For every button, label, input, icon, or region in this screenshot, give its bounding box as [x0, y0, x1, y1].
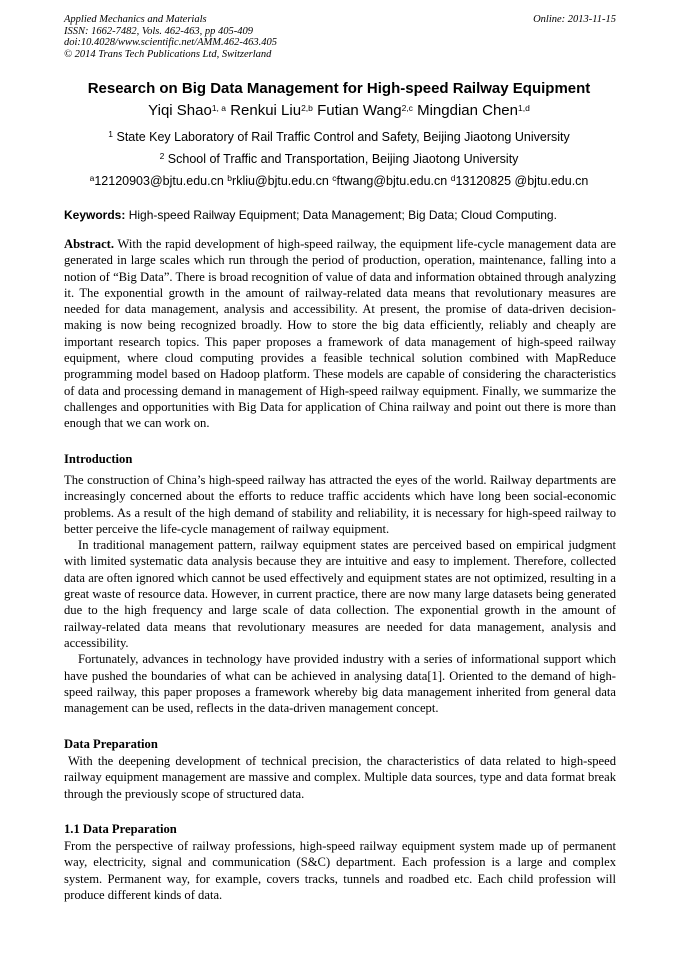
paragraph: Fortunately, advances in technology have provided industry with a series of informational support which have pushed the boundaries of what can be achieved in analysing data[1]. Oriented to the demand of high-speed railway, this paper proposes a framework whereby big data management inherited from general data management can be used, reflects in the data-driven management concept.: [64, 652, 616, 716]
doi-line: doi:10.4028/www.scientific.net/AMM.462-463.405: [64, 37, 277, 48]
author-sup: 1,d: [518, 103, 530, 113]
email-sup: c: [332, 173, 337, 183]
affiliation-text: School of Traffic and Transportation, Beijing Jiaotong University: [167, 152, 519, 166]
email-sup: d: [450, 173, 456, 183]
author-name: Yiqi Shao: [148, 102, 212, 119]
affiliation-sup: 2: [159, 151, 165, 161]
author-sup: 2,b: [301, 103, 313, 113]
keywords-text: High-speed Railway Equipment; Data Management; Big Data; Cloud Computing.: [128, 208, 557, 222]
affiliation-2: [0, 152, 678, 166]
copyright-line: © 2014 Trans Tech Publications Ltd, Switzerland: [64, 48, 272, 60]
data-preparation-body: [64, 753, 616, 802]
issn-line: ISSN: 1662-7482, Vols. 462-463, pp 405-409: [64, 25, 253, 37]
keywords: [64, 208, 616, 222]
abstract: [64, 236, 616, 432]
paragraph: The construction of China’s high-speed railway has attracted the eyes of the world. Railway departments are increasingly concerned about the efforts to reduce traffic accidents which have long been social-economic problems. As a result of the high demand of stability and reliability, it is necessary for high-speed railway to better perceive the life-cycle management of railway equipment.: [64, 473, 616, 536]
email-address: 13120825 @bjtu.edu.cn: [455, 174, 589, 188]
email-address: 12120903@bjtu.edu.cn: [94, 174, 224, 188]
journal-name: Applied Mechanics and Materials: [64, 14, 207, 25]
author-name: Futian Wang: [317, 102, 402, 119]
author-name: Mingdian Chen: [417, 102, 518, 119]
email-sup: a: [89, 173, 95, 183]
subsection-heading: 1.1 Data Preparation: [64, 822, 177, 836]
paragraph: From the perspective of railway professions, high-speed railway equipment system made up of permanent way, electricity, signal and communication (S&C) department. Each profession is a large and complex system. Permanent way, for example, covers tracks, tunnels and roadbed etc. Each child profession will produce different kinds of data.: [64, 839, 616, 902]
affiliation-1: [0, 130, 678, 144]
data-preparation-heading: Data Preparation: [64, 737, 158, 751]
keywords-label: Keywords:: [64, 208, 126, 222]
abstract-text: With the rapid development of high-speed railway, the equipment life-cycle management data are generated in large scales which run through the period of production, operation, maintenance, falling into a notion of “Big Data”. There is broad recognition of value of data and information obtained through analyzing it. The exponential growth in the amount of railway-related data means that revolutionary measures are needed for data management, analysis and accessibility. At present, the promise of data-driven decision-making is now being recognized broadly. How to store the big data efficiently, reliably and cheaply are important research topics. This paper proposes a framework of data management of high-speed railway equipment, where cloud computing provides a feasible technical solution combined with MapReduce programming model based on Hadoop platform. These models are capable of considering the characteristics of data and processing demand in management of High-speed railway equipment. Finally, we summarize the challenges and opportunities with Big Data for application of China railway and point out there is more than enough that we can work on.: [64, 237, 616, 431]
paragraph: With the deepening development of technical precision, the characteristics of data related to high-speed railway equipment management are massive and complex. Multiple data sources, type and data format break through the previously scope of structured data.: [64, 754, 616, 801]
paper-title: Research on Big Data Management for High-speed Railway Equipment: [87, 80, 591, 97]
introduction-body: [64, 472, 616, 716]
abstract-label: Abstract.: [64, 237, 115, 251]
email-list: [0, 174, 678, 188]
affiliation-sup: 1: [108, 129, 113, 139]
email-address: rkliu@bjtu.edu.cn: [232, 174, 329, 188]
author-name: Renkui Liu: [230, 102, 302, 119]
author-sup: 2,c: [401, 103, 413, 113]
online-date: Online: 2013-11-15: [533, 14, 616, 25]
introduction-heading: Introduction: [64, 452, 133, 466]
paragraph: In traditional management pattern, railway equipment states are perceived based on empirical judgment with limited systematic data analysis because they are intuitive and easy to implement. Therefore, collected data are often ignored which cannot be used effectively and equipment states are not optimized, resulting in a great waste of resource data. However, in current practice, there are now many large datasets being generated due to the high frequency and large scale of data collection. The exponential growth in the amount of railway-related data means that revolutionary measures are needed for data management, analysis and accessibility.: [64, 538, 616, 650]
author-list: [0, 102, 678, 119]
email-sup: b: [227, 173, 233, 183]
running-header: [64, 14, 616, 60]
affiliation-text: State Key Laboratory of Rail Traffic Control and Safety, Beijing Jiaotong University: [116, 130, 570, 144]
subsection-body: [64, 838, 616, 903]
email-address: ftwang@bjtu.edu.cn: [336, 174, 448, 188]
author-sup: 1, a: [211, 103, 227, 113]
